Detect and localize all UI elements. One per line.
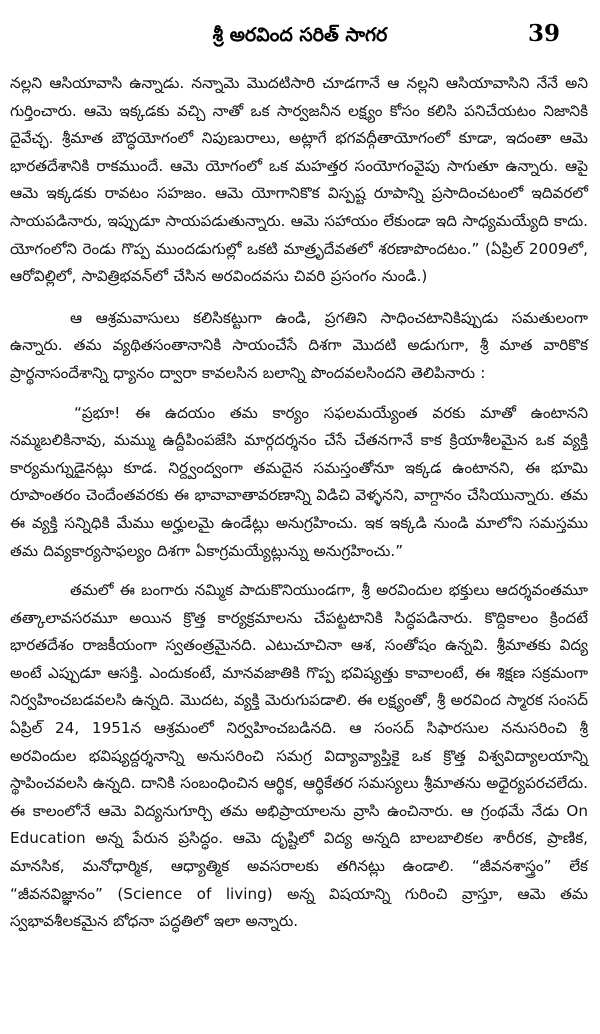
page-header (0, 10, 600, 62)
paragraph-continuation: నల్లని ఆసియావాసి ఉన్నాడు. నన్నామె మొదటిసారి చూడగానే ఆ నల్లని ఆసియావాసిని నేనే అని గుర్తించారు. ఆమె ఇక్కడకు వచ్చి నాతో ఒక సార్వజనీన లక్ష్యం కోసం కలిసి పనిచేయటం నిజానికి దైవేచ్ఛ. శ్రీమాత బౌద్ధయోగంలో నిపుణురాలు, అట్లాగే భగవద్గీతాయోగంలో కూడా, ఇదంతా ఆమె భారతదేశానికి రాకముందే. ఆమె యోగంలో ఒక మహత్తర సంయోగంవైపు సాగుతూ ఉన్నారు. ఆపై ఆమె ఇక్కడకు రావటం సహజం. ఆమె యోగానికొక విస్పష్ట రూపాన్ని ప్రసాదించటంలో ఇదివరలో సాయపడినారు, ఇప్పుడూ సాయపడుతున్నారు. ఆమె సహాయం లేకుండా ఇది సాధ్యమయ్యేది కాదు. యోగంలోని రెండు గొప్ప ముందడుగుల్లో ఒకటి మాత్రృదేవతలో శరణాపొందటం.” (ఏప్రిల్ 2009లో, ఆరోవిల్లిలో, సావిత్రిభవన్‌లో చేసిన అరవిందవసు చివరి ప్రసంగం నుండి.) (10, 74, 588, 286)
paragraph-education: తమలో ఈ బంగారు నమ్మిక పాదుకొనియుండగా, శ్రీ అరవిందుల భక్తులు ఆదర్శవంతమూ తత్కాలావసరమూ అయిన క్రొత్త కార్యక్రమాలను చేపట్టటానికి సిద్ధపడినారు. కొద్దికాలం క్రిందటే భారతదేశం రాజకీయంగా స్వతంత్రమైనది. ఎటుచూచినా ఆశ, సంతోషం ఉన్నవి. శ్రీమాతకు విద్య అంటే ఎప్పుడూ ఆసక్తి. ఎందుకంటే, మానవజాతికి గొప్ప భవిష్యత్తు కావాలంటే, ఈ శిక్షణ సక్రమంగా నిర్వహించబడవలసి ఉన్నది. మొదట, వ్యక్తి మెరుగుపడాలి. ఈ లక్ష్యంతో, శ్రీ అరవింద స్మారక సంసద్ ఏప్రిల్ 24, 1951న ఆశ్రమంలో నిర్వహించబడినది. ఆ సంసద్ సిఫారసుల ననుసరించి శ్రీ అరవిందుల భవిష్యద్దర్శనాన్ని అనుసరించి సమగ్ర విద్యావ్యాప్తికై ఒక క్రొత్త విశ్వవిద్యాలయాన్ని స్థాపించవలసి ఉన్నది. దానికి సంబంధించిన ఆర్థిక, ఆర్థికేతర సమస్యలు శ్రీమాతను అధైర్యపరచలేదు. ఈ కాలంలోనే ఆమె విద్యనుగూర్చి తమ అభిప్రాయాలను వ్రాసి ఉంచినారు. ఆ గ్రంథమే నేడు On Education అన్న పేరున ప్రసిద్ధం. ఆమె దృష్టిలో విద్య అన్నది బాలబాలికల శారీరక, ప్రాణిక, మానసిక, మనోధార్మిక, ఆధ్యాత్మిక అవసరాలకు తగినట్లు ఉండాలి. “జీవనశాస్త్రం” లేక “జీవనవిజ్ఞానం” (Science of living) అన్న విషయాన్ని గురించి వ్రాస్తూ, ఆమె తమ స్వభావశీలకమైన బోధనా పద్ధతిలో ఇలా అన్నారు. (10, 581, 588, 931)
page-number: 39 (527, 20, 560, 47)
paragraph-ashram: ఆ ఆశ్రమవాసులు కలిసికట్టుగా ఉండి, ప్రగతిని సాధించటానికిప్పుడు సమతులంగా ఉన్నారు. తమ వ్యథితసంతానానికి సాయంచేసే దిశగా మొదటి అడుగుగా, శ్రీ మాత వారికొక ప్రార్థనాసందేశాన్ని ధ్యానం ద్వారా కావలసిన బలాన్ని పొందవలసిందని తెలిపినారు : (10, 308, 588, 382)
body-text (10, 70, 588, 936)
running-title: శ్రీ అరవింద సరిత్ సాగర (212, 24, 388, 46)
prayer-quote: “ప్రభూ! ఈ ఉదయం తమ కార్యం సఫలమయ్యేంత వరకు మాతో ఉంటానని నమ్మబలికినావు, మమ్ము ఉద్దీపింపజేసి మార్గదర్శనం చేసే చేతనగానే కాక క్రియాశీలమైన ఒక వ్యక్తి కార్యమగ్నుడైనట్లు కూడ. నిర్ద్వంద్వంగా తమదైన సమస్తంతోనూ ఇక్కడ ఉంటానని, ఈ భూమి రూపాంతరం చెందేంతవరకు ఈ భావావాతావరణాన్ని విడిచి వెళ్ళనని, వాగ్దానం చేసియున్నారు. తమ ఈ వ్యక్తి సన్నిధికి మేము అర్హులమై ఉండేట్లు అనుగ్రహించు. ఇక ఇక్కడి నుండి మాలోని సమస్తము తమ దివ్యకార్యసాఫల్యం దిశగా ఏకాగ్రమయ్యేట్లున్ను అనుగ్రహించు.” (10, 403, 588, 560)
